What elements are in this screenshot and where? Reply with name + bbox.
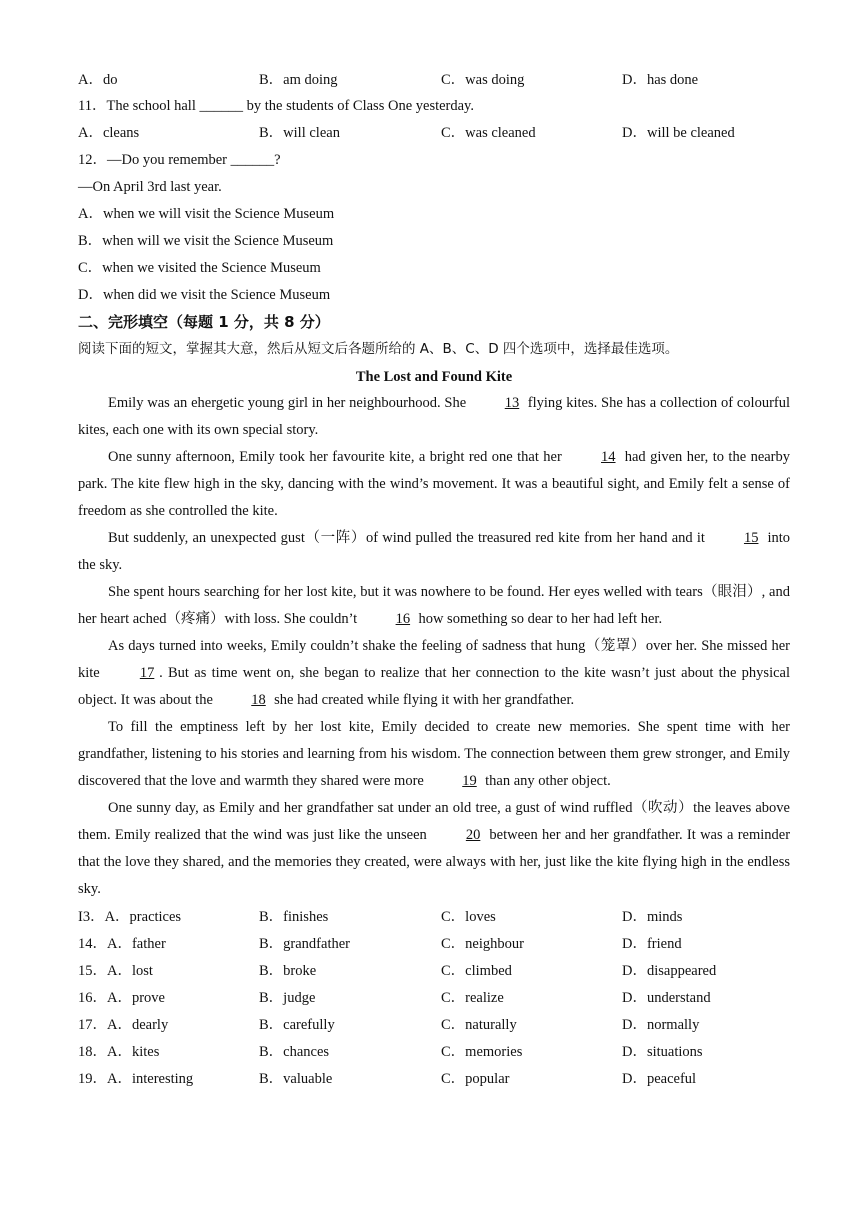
q11-stem: 11．The school hall ______ by the students of Class One yesterday. bbox=[78, 98, 474, 114]
q12-option-a: A．when we will visit the Science Museum bbox=[78, 206, 335, 222]
q11-option-d: D．will be cleaned bbox=[622, 125, 735, 141]
q10-option-c: C．was doing bbox=[441, 72, 525, 88]
q10-options bbox=[78, 70, 790, 90]
q10-option-b: B．am doing bbox=[259, 72, 338, 88]
q11-option-b: B．will clean bbox=[259, 125, 340, 141]
q12-option-d: D．when did we visit the Science Museum bbox=[78, 287, 331, 303]
section-instruction: 阅读下面的短文，掌握其大意，然后从短文后各题所给的 A、B、C、D 四个选项中，选择最佳选项。 bbox=[78, 341, 679, 357]
cloze-options-14: 14．A．father B．grandfather C．neighbour D．friend bbox=[78, 936, 682, 952]
blank-15: 15 bbox=[743, 530, 759, 546]
passage-paragraph-6: To fill the emptiness left by her lost kite, Emily decided to create new memories. She spent time with her grandfather, listening to his stories and learning from his wisdom. The connection between them grew stronger, and Emily discovered that the love and warmth they shared were more 19 than any other object. bbox=[78, 714, 790, 795]
section-heading: 二、完形填空（每题 1 分，共 8 分） bbox=[78, 313, 330, 331]
blank-19: 19 bbox=[462, 773, 477, 789]
blank-13: 13 bbox=[504, 395, 520, 411]
passage-paragraph-5: As days turned into weeks, Emily couldn’t shake the feeling of sadness that hung（笼罩）over her. She missed her kite 17 . But as time went on, she began to realize that her connection to the kite wasn’t just about the physical object. It was about the 18 she had created while flying it with her grandfather. bbox=[78, 633, 790, 714]
q10-option-d: D．has done bbox=[622, 72, 699, 88]
passage-title: The Lost and Found Kite bbox=[355, 369, 513, 385]
blank-16: 16 bbox=[395, 611, 411, 627]
q11-option-a: A．cleans bbox=[78, 125, 140, 141]
cloze-options-18: 18．A．kites B．chances C．memories D．situations bbox=[78, 1044, 703, 1060]
blank-14: 14 bbox=[601, 449, 616, 465]
q11-options bbox=[78, 123, 790, 143]
q12-option-c: C．when we visited the Science Museum bbox=[78, 260, 321, 276]
passage-paragraph-4: She spent hours searching for her lost kite, but it was nowhere to be found. Her eyes welled with tears（眼泪）, and her heart ached（疼痛）with loss. She couldn’t 16 how something so dear to her had left her. bbox=[78, 579, 790, 633]
q11-option-c: C．was cleaned bbox=[441, 125, 536, 141]
passage-paragraph-7: One sunny day, as Emily and her grandfather sat under an old tree, a gust of wind ruffled（吹动）the leaves above them. Emily realized that the wind was just like the unseen 20 between her and her grandfather. It was a reminder that the love they shared, and the memories they created, were always with her, just like the kite flying high in the endless sky. bbox=[78, 800, 791, 897]
q12-reply: —On April 3rd last year. bbox=[78, 179, 222, 195]
passage-paragraph-2: One sunny afternoon, Emily took her favourite kite, a bright red one that her 14 had given her, to the nearby park. The kite flew high in the sky, dancing with the wind’s movement. It was a beautiful sight, and Emily felt a sense of freedom as she controlled the kite. bbox=[78, 444, 790, 525]
q12-stem: 12．—Do you remember ______? bbox=[78, 152, 281, 168]
cloze-options-19: 19．A．interesting B．valuable C．popular D．peaceful bbox=[78, 1071, 697, 1087]
cloze-options-15: 15．A．lost B．broke C．climbed D．disappeared bbox=[78, 963, 717, 979]
blank-17: 17 bbox=[139, 665, 155, 681]
cloze-options-13: I3．A．practices B．finishes C．loves D．minds bbox=[78, 909, 683, 925]
passage-paragraph-3: But suddenly, an unexpected gust（一阵）of wind pulled the treasured red kite from her hand and it 15 into the sky. bbox=[78, 525, 790, 579]
q10-option-a: A．do bbox=[78, 72, 118, 88]
cloze-options-17: 17．A．dearly B．carefully C．naturally D．normally bbox=[78, 1017, 700, 1033]
blank-18: 18 bbox=[251, 692, 266, 708]
blank-20: 20 bbox=[465, 827, 481, 843]
cloze-options-16: 16．A．prove B．judge C．realize D．understand bbox=[78, 990, 711, 1006]
q12-option-b: B．when will we visit the Science Museum bbox=[78, 233, 334, 249]
passage-paragraph-1: Emily was an ehergetic young girl in her neighbourhood. She 13 flying kites. She has a collection of colourful kites, each one with its own special story. bbox=[78, 390, 790, 444]
